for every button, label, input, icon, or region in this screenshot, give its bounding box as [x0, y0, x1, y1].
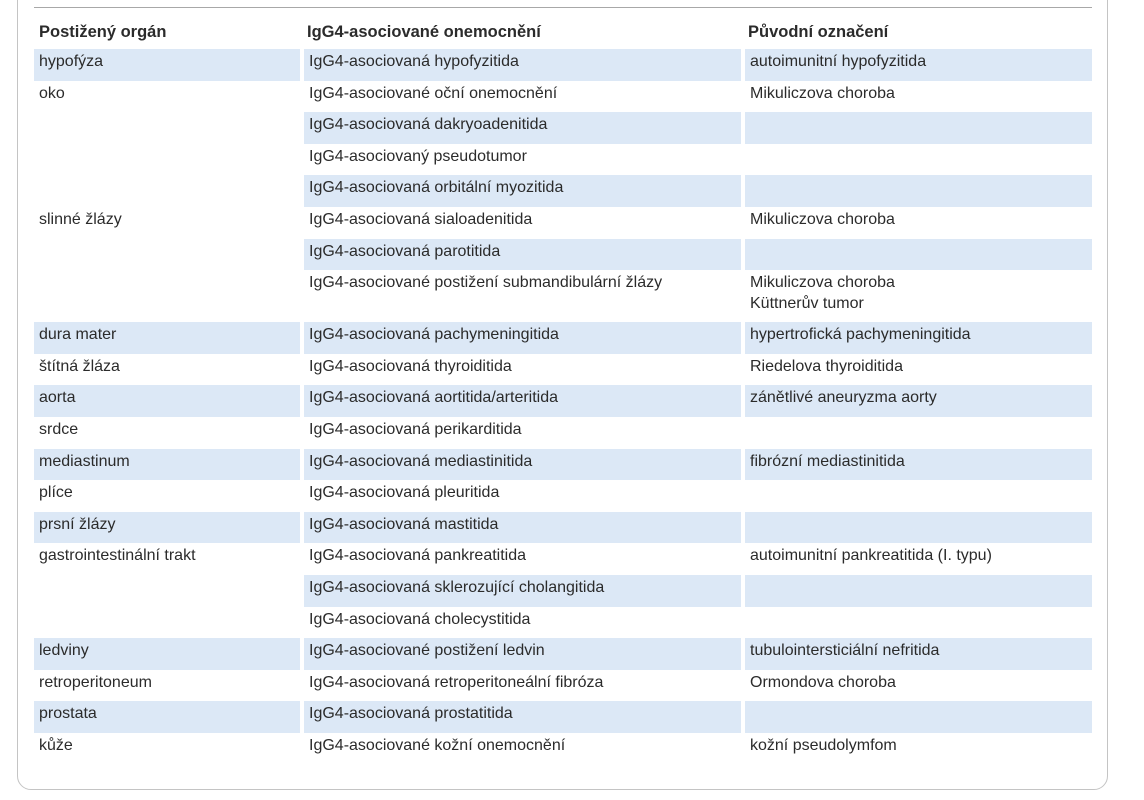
cell-disease: IgG4-asociovaná pachymeningitida [302, 322, 743, 354]
cell-organ [34, 575, 302, 607]
cell-disease: IgG4-asociovaná perikarditida [302, 417, 743, 449]
cell-organ: prsní žlázy [34, 512, 302, 544]
cell-disease: IgG4-asociovaná thyroiditida [302, 354, 743, 386]
cell-original-line: tubulointersticiální nefritida [750, 642, 940, 660]
cell-original-line: Mikuliczova choroba [750, 210, 895, 228]
cell-disease: IgG4-asociované postižení ledvin [302, 638, 743, 670]
cell-organ: slinné žlázy [34, 207, 302, 239]
cell-original [743, 49, 1092, 81]
cell-disease: IgG4-asociovaná parotitida [302, 239, 743, 271]
header-organ: Postižený orgán [39, 23, 167, 41]
table-row [34, 385, 1092, 417]
cell-disease: IgG4-asociovaná retroperitoneální fibróza [302, 670, 743, 702]
cell-disease: IgG4-asociované kožní onemocnění [302, 733, 743, 765]
cell-organ: dura mater [34, 322, 302, 354]
igg4-table [34, 8, 1092, 764]
cell-original-line: autoimunitní pankreatitida (I. typu) [750, 547, 992, 565]
cell-organ: gastrointestinální trakt [34, 543, 302, 575]
cell-organ: srdce [34, 417, 302, 449]
header-disease: IgG4-asociované onemocnění [307, 23, 541, 41]
cell-original [743, 354, 1092, 386]
cell-original [743, 417, 1092, 449]
cell-original [743, 270, 1092, 322]
cell-original [743, 480, 1092, 512]
cell-disease: IgG4-asociovaná cholecystitida [302, 607, 743, 639]
cell-disease: IgG4-asociovaná pleuritida [302, 480, 743, 512]
cell-original [743, 449, 1092, 481]
table-row [34, 512, 1092, 544]
table-row [34, 112, 1092, 144]
cell-original-line: Mikuliczova choroba [750, 274, 895, 292]
cell-organ [34, 144, 302, 176]
cell-organ [34, 239, 302, 271]
cell-original-line: fibrózní mediastinitida [750, 452, 905, 470]
cell-organ [34, 270, 302, 322]
cell-original [743, 701, 1092, 733]
table-row [34, 638, 1092, 670]
table-row [34, 49, 1092, 81]
cell-organ: plíce [34, 480, 302, 512]
cell-disease: IgG4-asociovaná prostatitida [302, 701, 743, 733]
cell-disease: IgG4-asociované postižení submandibulární žlázy [302, 270, 743, 322]
header-row [34, 8, 1092, 49]
table-row [34, 701, 1092, 733]
cell-original [743, 512, 1092, 544]
cell-organ: hypofýza [34, 49, 302, 81]
table-row [34, 207, 1092, 239]
cell-original-line: kožní pseudolymfom [750, 736, 897, 754]
cell-original [743, 385, 1092, 417]
table-row [34, 354, 1092, 386]
cell-original-line: zánětlivé aneuryzma aorty [750, 389, 937, 407]
cell-original-line: Mikuliczova choroba [750, 84, 895, 102]
table-container [34, 7, 1092, 764]
header-original: Původní označení [748, 23, 889, 41]
cell-organ: oko [34, 81, 302, 113]
cell-organ: ledviny [34, 638, 302, 670]
cell-disease: IgG4-asociovaná hypofyzitida [302, 49, 743, 81]
table-row [34, 670, 1092, 702]
table-row [34, 543, 1092, 575]
cell-disease: IgG4-asociovaná mastitida [302, 512, 743, 544]
cell-original [743, 733, 1092, 765]
cell-original-line: hypertrofická pachymeningitida [750, 326, 971, 344]
table-row [34, 322, 1092, 354]
table-row [34, 270, 1092, 322]
cell-disease: IgG4-asociovaná sklerozující cholangitida [302, 575, 743, 607]
cell-organ: štítná žláza [34, 354, 302, 386]
table-row [34, 607, 1092, 639]
cell-original-line: Küttnerův tumor [750, 295, 864, 313]
table-row [34, 575, 1092, 607]
cell-organ [34, 175, 302, 207]
cell-disease: IgG4-asociovaná orbitální myozitida [302, 175, 743, 207]
cell-organ: aorta [34, 385, 302, 417]
cell-original [743, 322, 1092, 354]
table-row [34, 480, 1092, 512]
cell-original [743, 144, 1092, 176]
cell-original-line: autoimunitní hypofyzitida [750, 53, 927, 70]
cell-original [743, 207, 1092, 239]
table-row [34, 144, 1092, 176]
table-row [34, 81, 1092, 113]
cell-organ [34, 607, 302, 639]
cell-organ [34, 112, 302, 144]
cell-original [743, 81, 1092, 113]
cell-disease: IgG4-asociovaná pankreatitida [302, 543, 743, 575]
table-row [34, 239, 1092, 271]
cell-disease: IgG4-asociovaná sialoadenitida [302, 207, 743, 239]
cell-organ: mediastinum [34, 449, 302, 481]
cell-organ: retroperitoneum [34, 670, 302, 702]
cell-original [743, 607, 1092, 639]
cell-original [743, 543, 1092, 575]
cell-organ: kůže [34, 733, 302, 765]
cell-original [743, 575, 1092, 607]
cell-disease: IgG4-asociované oční onemocnění [302, 81, 743, 113]
table-row [34, 175, 1092, 207]
cell-original-line: Ormondova choroba [750, 673, 896, 691]
cell-disease: IgG4-asociovaný pseudotumor [302, 144, 743, 176]
cell-original [743, 638, 1092, 670]
cell-disease: IgG4-asociovaná mediastinitida [302, 449, 743, 481]
cell-original [743, 239, 1092, 271]
cell-original-line: Riedelova thyroiditida [750, 357, 903, 375]
table-row [34, 449, 1092, 481]
cell-organ: prostata [34, 701, 302, 733]
table-row [34, 733, 1092, 765]
cell-original [743, 175, 1092, 207]
cell-disease: IgG4-asociovaná dakryoadenitida [302, 112, 743, 144]
cell-disease: IgG4-asociovaná aortitida/arteritida [302, 385, 743, 417]
table-body [34, 49, 1092, 764]
cell-original [743, 670, 1092, 702]
cell-original [743, 112, 1092, 144]
table-row [34, 417, 1092, 449]
